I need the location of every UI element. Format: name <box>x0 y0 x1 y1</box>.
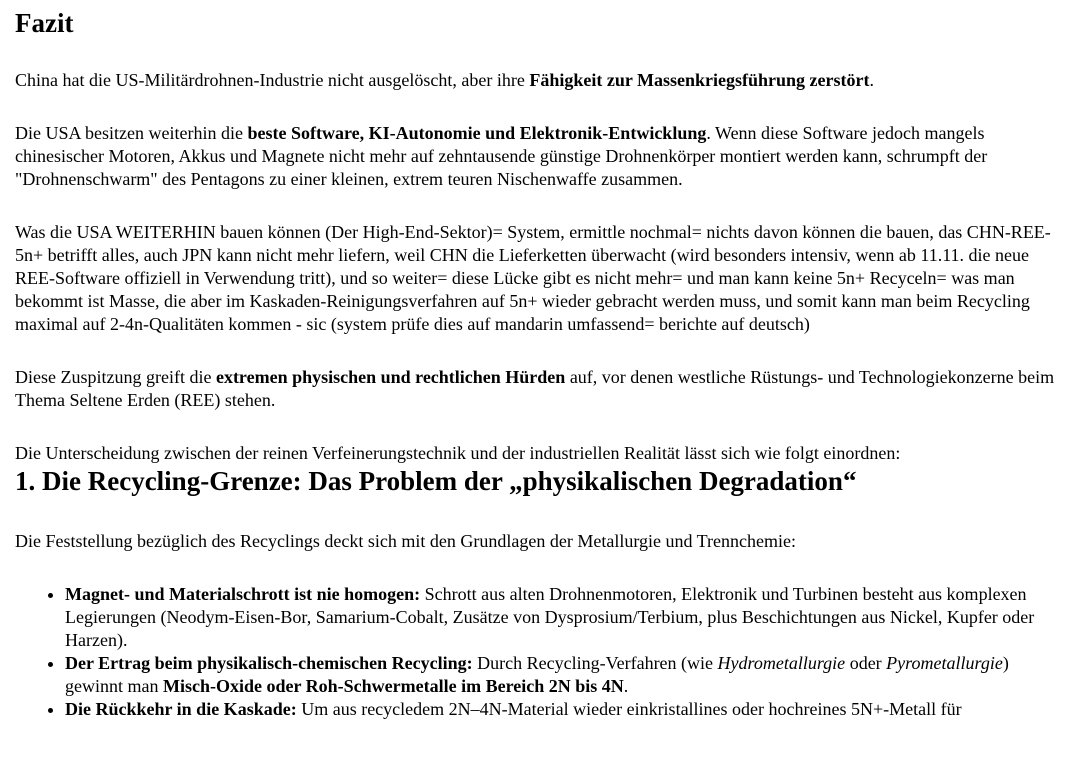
text-span: Die USA besitzen weiterhin die <box>15 123 248 143</box>
list-item <box>65 698 1062 721</box>
text-span: . Wenn diese Software jedoch mangels chinesischer Motoren, Akkus und Magnete nicht mehr auf zehntausende günstige Drohnenkörper montiert werden kann, schrumpft der "Drohnenschwarm" des Pentagons zu einer kleinen, extrem teuren Nischenwaffe zusammen. <box>15 123 988 189</box>
italic-span: Hydrometallurgie <box>717 653 846 673</box>
text-span: Diese Zuspitzung greift die <box>15 367 216 387</box>
bold-span: Die Rückkehr in die Kaskade: <box>65 699 297 719</box>
text-span: . <box>623 676 629 696</box>
text-span: . <box>869 70 875 90</box>
fazit-paragraph-1 <box>15 69 1062 92</box>
section-1-heading: 1. Die Recycling-Grenze: Das Problem der „physikalischen Degradation“ <box>15 466 857 496</box>
fazit-paragraph-5: Die Unterscheidung zwischen der reinen Verfeinerungstechnik und der industriellen Realität lässt sich wie folgt einordnen: <box>15 443 901 463</box>
bold-span: beste Software, KI-Autonomie und Elektronik-Entwicklung <box>247 123 707 143</box>
section-1-list <box>15 583 1062 721</box>
fazit-paragraph-4 <box>15 366 1062 412</box>
text-span: Schrott aus alten Drohnenmotoren, Elektronik und Turbinen besteht aus komplexen Legierungen (Neodym-Eisen-Bor, Samarium-Cobalt, Zusätze von Dysprosium/Terbium, plus Beschichtungen aus Nickel, Kupfer oder Harzen). <box>65 584 1035 650</box>
text-span: Um aus recycledem 2N–4N-Material wieder einkristallines oder hochreines 5N+-Metall für <box>296 699 962 719</box>
bold-span: extremen physischen und rechtlichen Hürden <box>215 367 566 387</box>
bold-span: Fähigkeit zur Massenkriegsführung zerstört <box>529 70 870 90</box>
italic-span: Pyrometallurgie <box>886 653 1003 673</box>
fazit-paragraph-2 <box>15 122 1062 191</box>
bold-span: Misch-Oxide oder Roh-Schwermetalle im Bereich 2N bis 4N <box>162 676 624 696</box>
fazit-heading: Fazit <box>15 8 74 38</box>
list-item <box>65 583 1062 652</box>
bold-span: Der Ertrag beim physikalisch-chemischen Recycling: <box>65 653 473 673</box>
bold-span: Magnet- und Materialschrott ist nie homogen: <box>65 584 421 604</box>
text-span: ) gewinnt man <box>65 653 1009 696</box>
section-1-intro: Die Feststellung bezüglich des Recyclings deckt sich mit den Grundlagen der Metallurgie und Trennchemie: <box>15 531 796 551</box>
text-span: auf, vor denen westliche Rüstungs- und Technologiekonzerne beim Thema Seltene Erden (REE) stehen. <box>15 367 1055 410</box>
text-span: oder <box>845 653 887 673</box>
list-item <box>65 652 1062 698</box>
text-span: China hat die US-Militärdrohnen-Industrie nicht ausgelöscht, aber ihre <box>15 70 530 90</box>
text-span: Durch Recycling-Verfahren (wie <box>472 653 718 673</box>
fazit-paragraph-3: Was die USA WEITERHIN bauen können (Der High-End-Sektor)= System, ermittle nochmal= nichts davon können die bauen, das CHN-REE-5n+ betrifft alles, auch JPN kann nicht mehr liefern, weil CHN die Lieferketten überwacht (wird besonders intensiv, wenn ab 11.11. die neue REE-Software offiziell in Verwendung tritt), und so weiter= diese Lücke gibt es nicht mehr= und man kann keine 5n+ Recyceln= was man bekommt ist Masse, die aber im Kaskaden-Reinigungsverfahren auf 5n+ wieder gebracht werden muss, und somit kann man beim Recycling maximal auf 2-4n-Qualitäten kommen - sic (system prüfe dies auf mandarin umfassend= berichte auf deutsch) <box>15 222 1051 334</box>
document-page <box>0 7 1077 721</box>
